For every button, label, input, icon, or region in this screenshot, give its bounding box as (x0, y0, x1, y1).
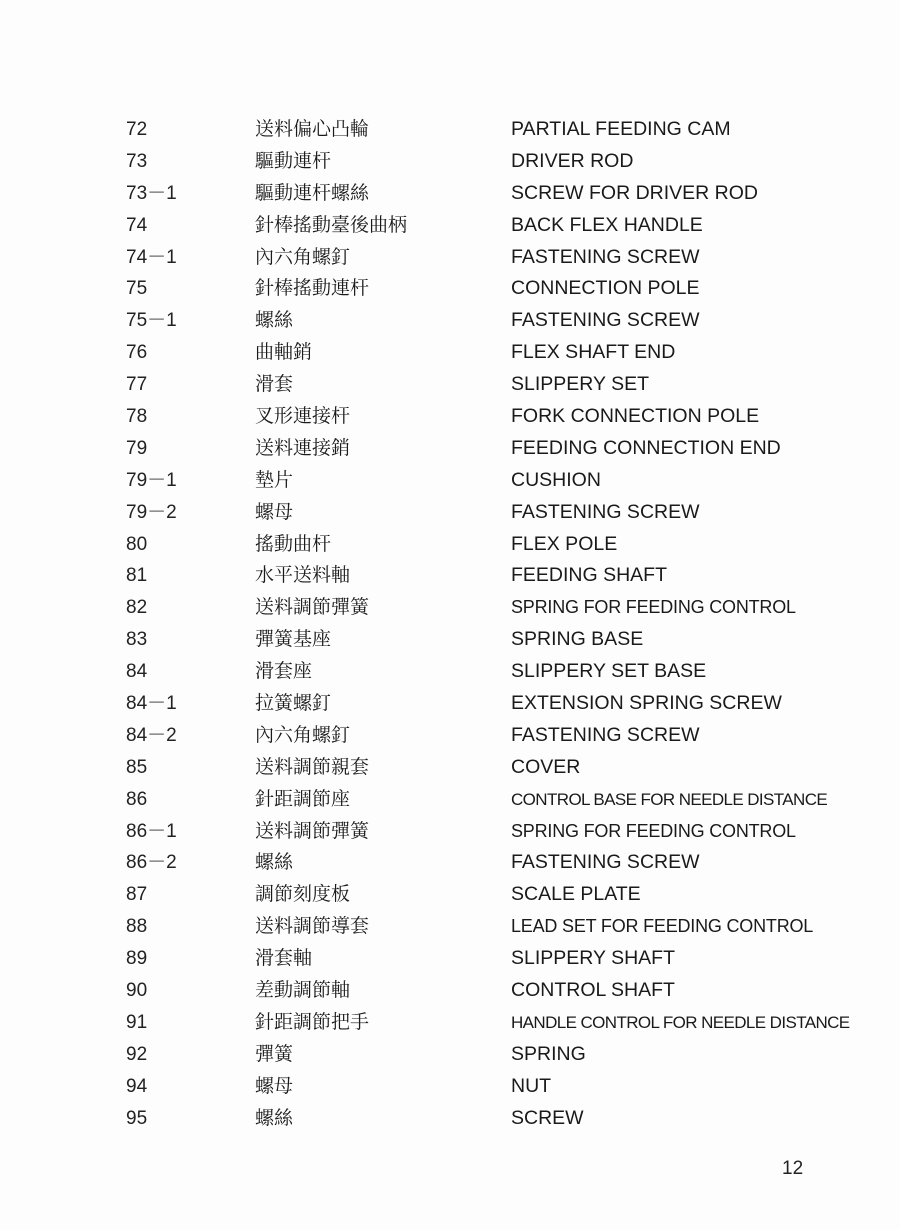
part-number: 73－1 (126, 182, 177, 204)
part-number: 80 (126, 533, 148, 555)
part-number: 91 (126, 1011, 148, 1033)
part-name-english: HANDLE CONTROL FOR NEEDLE DISTANCE (511, 1012, 850, 1032)
part-name-chinese: 內六角螺釘 (255, 723, 351, 746)
part-number: 79 (126, 437, 148, 459)
part-name-chinese: 送料連接銷 (255, 436, 351, 459)
part-name-english: FASTENING SCREW (511, 309, 700, 332)
part-name-english: SLIPPERY SET BASE (511, 660, 707, 683)
part-row (0, 433, 900, 465)
part-name-english: PARTIAL FEEDING CAM (511, 118, 731, 140)
part-number: 86 (126, 788, 148, 810)
part-row (0, 911, 900, 943)
part-row (0, 273, 900, 305)
part-number: 77 (126, 374, 148, 396)
part-row (0, 497, 900, 529)
part-number: 79－1 (126, 469, 177, 491)
part-number: 82 (126, 597, 148, 619)
part-number: 78 (126, 406, 148, 428)
part-row (0, 656, 900, 688)
part-row (0, 1071, 900, 1103)
part-name-chinese: 螺絲 (255, 851, 294, 874)
part-name-chinese: 送料調節親套 (255, 755, 370, 778)
part-name-chinese: 墊片 (255, 468, 294, 491)
part-number: 86－1 (126, 820, 177, 842)
part-name-english: SCREW (511, 1106, 584, 1129)
part-number: 74 (126, 214, 148, 236)
part-row (0, 305, 900, 337)
part-row (0, 975, 900, 1007)
part-name-english: CONTROL SHAFT (511, 979, 675, 1002)
part-row (0, 337, 900, 369)
parts-list (0, 114, 900, 1135)
part-name-chinese: 差動調節軸 (255, 979, 351, 1002)
part-name-english: FLEX POLE (511, 532, 618, 555)
part-row (0, 369, 900, 401)
part-row (0, 178, 900, 210)
part-name-english: CONNECTION POLE (511, 277, 700, 300)
part-row (0, 816, 900, 848)
part-name-chinese: 螺母 (255, 1074, 294, 1097)
part-row (0, 529, 900, 561)
part-number: 74－1 (126, 246, 177, 268)
part-number: 76 (126, 342, 148, 364)
part-name-english: SLIPPERY SET (511, 373, 650, 396)
part-name-chinese: 滑套座 (255, 660, 313, 683)
part-number: 92 (126, 1043, 148, 1065)
part-name-chinese: 彈簧基座 (255, 628, 332, 651)
part-row (0, 1039, 900, 1071)
part-name-chinese: 拉簧螺釘 (255, 692, 332, 715)
part-number: 94 (126, 1075, 148, 1097)
part-number: 75－1 (126, 310, 177, 332)
part-number: 85 (126, 756, 148, 778)
part-name-chinese: 叉形連接杆 (255, 405, 351, 428)
part-name-chinese: 調節刻度板 (255, 883, 351, 906)
part-row (0, 592, 900, 624)
part-name-chinese: 送料偏心凸輪 (255, 118, 370, 140)
part-row (0, 146, 900, 178)
part-number: 73 (126, 150, 148, 172)
part-name-chinese: 送料調節彈簧 (255, 819, 370, 842)
part-number: 89 (126, 948, 148, 970)
part-name-english: FEEDING CONNECTION END (511, 436, 781, 459)
part-row (0, 752, 900, 784)
part-row (0, 1103, 900, 1135)
part-row (0, 560, 900, 592)
part-row (0, 847, 900, 879)
part-name-english: SCALE PLATE (511, 883, 641, 906)
part-name-english: CUSHION (511, 468, 601, 491)
part-name-english: FLEX SHAFT END (511, 341, 676, 364)
part-row (0, 1007, 900, 1039)
part-name-english: SPRING FOR FEEDING CONTROL (511, 597, 796, 618)
part-name-chinese: 針棒搖動臺後曲柄 (255, 213, 408, 236)
part-name-chinese: 螺絲 (255, 1106, 294, 1129)
part-name-chinese: 針距調節座 (255, 787, 351, 810)
part-row (0, 465, 900, 497)
part-row (0, 210, 900, 242)
part-number: 72 (126, 119, 148, 140)
part-row (0, 879, 900, 911)
part-number: 75 (126, 278, 148, 300)
part-name-english: COVER (511, 755, 581, 778)
part-row (0, 784, 900, 816)
part-name-chinese: 送料調節彈簧 (255, 596, 370, 619)
part-name-chinese: 滑套 (255, 373, 294, 396)
part-number: 87 (126, 884, 148, 906)
part-name-english: SLIPPERY SHAFT (511, 947, 676, 970)
part-name-chinese: 針距調節把手 (255, 1010, 370, 1033)
part-number: 83 (126, 629, 148, 651)
part-name-english: SCREW FOR DRIVER ROD (511, 181, 759, 204)
part-name-chinese: 螺絲 (255, 309, 294, 332)
part-name-chinese: 內六角螺釘 (255, 245, 351, 268)
part-row (0, 720, 900, 752)
part-name-english: FASTENING SCREW (511, 851, 700, 874)
part-row (0, 624, 900, 656)
part-name-chinese: 彈簧 (255, 1042, 294, 1065)
part-name-chinese: 搖動曲杆 (255, 532, 332, 555)
part-number: 86－2 (126, 852, 177, 874)
part-name-english: EXTENSION SPRING SCREW (511, 692, 782, 715)
part-number: 84－1 (126, 693, 177, 715)
part-number: 90 (126, 980, 148, 1002)
part-name-chinese: 水平送料軸 (255, 564, 351, 587)
part-name-english: SPRING FOR FEEDING CONTROL (511, 820, 796, 841)
part-name-english: FASTENING SCREW (511, 245, 700, 268)
part-row (0, 688, 900, 720)
part-name-english: FASTENING SCREW (511, 723, 700, 746)
part-number: 79－2 (126, 501, 177, 523)
part-row (0, 401, 900, 433)
part-name-english: BACK FLEX HANDLE (511, 213, 703, 236)
part-name-english: LEAD SET FOR FEEDING CONTROL (511, 916, 814, 937)
part-name-chinese: 螺母 (255, 500, 294, 523)
part-number: 84 (126, 661, 148, 683)
part-row (0, 943, 900, 975)
part-name-english: NUT (511, 1074, 552, 1097)
part-name-chinese: 送料調節導套 (255, 915, 370, 938)
part-name-english: CONTROL BASE FOR NEEDLE DISTANCE (511, 789, 828, 809)
part-name-chinese: 滑套軸 (255, 947, 313, 970)
part-row (0, 114, 900, 146)
part-number: 84－2 (126, 724, 177, 746)
part-number: 88 (126, 916, 148, 938)
part-number: 95 (126, 1107, 148, 1129)
part-number: 81 (126, 565, 148, 587)
part-row (0, 242, 900, 274)
part-name-english: FORK CONNECTION POLE (511, 405, 760, 428)
part-name-english: FASTENING SCREW (511, 500, 700, 523)
part-name-english: SPRING BASE (511, 628, 644, 651)
part-name-english: SPRING (511, 1042, 586, 1065)
page-number: 12 (782, 1158, 804, 1179)
part-name-english: DRIVER ROD (511, 149, 634, 172)
part-name-chinese: 驅動連杆 (255, 149, 332, 172)
part-name-english: FEEDING SHAFT (511, 564, 668, 587)
part-name-chinese: 針棒搖動連杆 (255, 277, 370, 300)
part-name-chinese: 驅動連杆螺絲 (255, 181, 370, 204)
part-name-chinese: 曲軸銷 (255, 341, 313, 364)
